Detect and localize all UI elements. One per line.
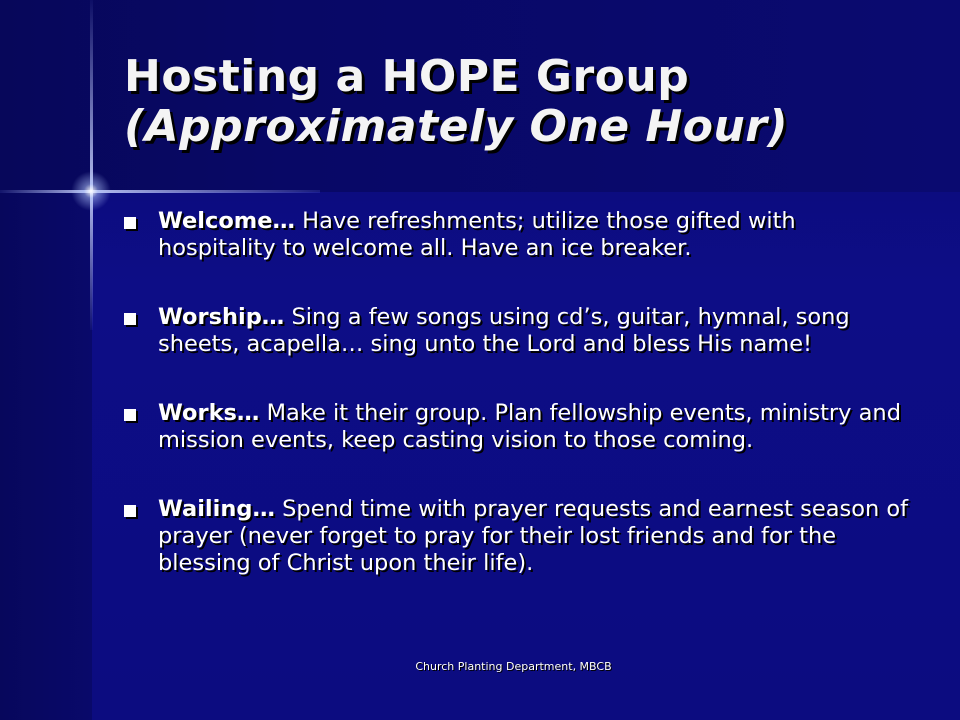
bullet-heading: Worship… <box>158 304 285 330</box>
square-bullet-icon <box>124 217 136 229</box>
bullet-item-wailing <box>120 496 910 577</box>
slide-title <box>124 52 788 152</box>
bullet-text: Have refreshments; utilize those gifted with hospitality to welcome all. Have an ice breaker. <box>158 208 796 261</box>
bullet-list <box>120 208 910 577</box>
bullet-heading: Works… <box>158 400 260 426</box>
bullet-text: Spend time with prayer requests and earnest season of prayer (never forget to pray for their lost friends and for the blessing of Christ upon their life). <box>158 496 909 576</box>
bullet-heading: Welcome… <box>158 208 295 234</box>
bullet-heading: Wailing… <box>158 496 275 522</box>
bullet-item-worship <box>120 304 910 358</box>
bullet-item-works <box>120 400 910 454</box>
title-line-1: Hosting a HOPE Group <box>124 51 690 102</box>
slide-footer: Church Planting Department, MBCB <box>415 660 612 673</box>
light-flare-vertical <box>90 0 93 330</box>
square-bullet-icon <box>124 313 136 325</box>
bullet-text: Make it their group. Plan fellowship events, ministry and mission events, keep casting vision to those coming. <box>158 400 901 453</box>
square-bullet-icon <box>124 409 136 421</box>
title-line-2: (Approximately One Hour) <box>124 101 789 152</box>
left-band <box>0 192 92 720</box>
square-bullet-icon <box>124 505 136 517</box>
light-flare-horizontal <box>0 190 320 193</box>
bullet-item-welcome <box>120 208 910 262</box>
bullet-text: Sing a few songs using cd’s, guitar, hymnal, song sheets, acapella… sing unto the Lord and bless His name! <box>158 304 850 357</box>
light-flare-icon <box>71 171 111 211</box>
